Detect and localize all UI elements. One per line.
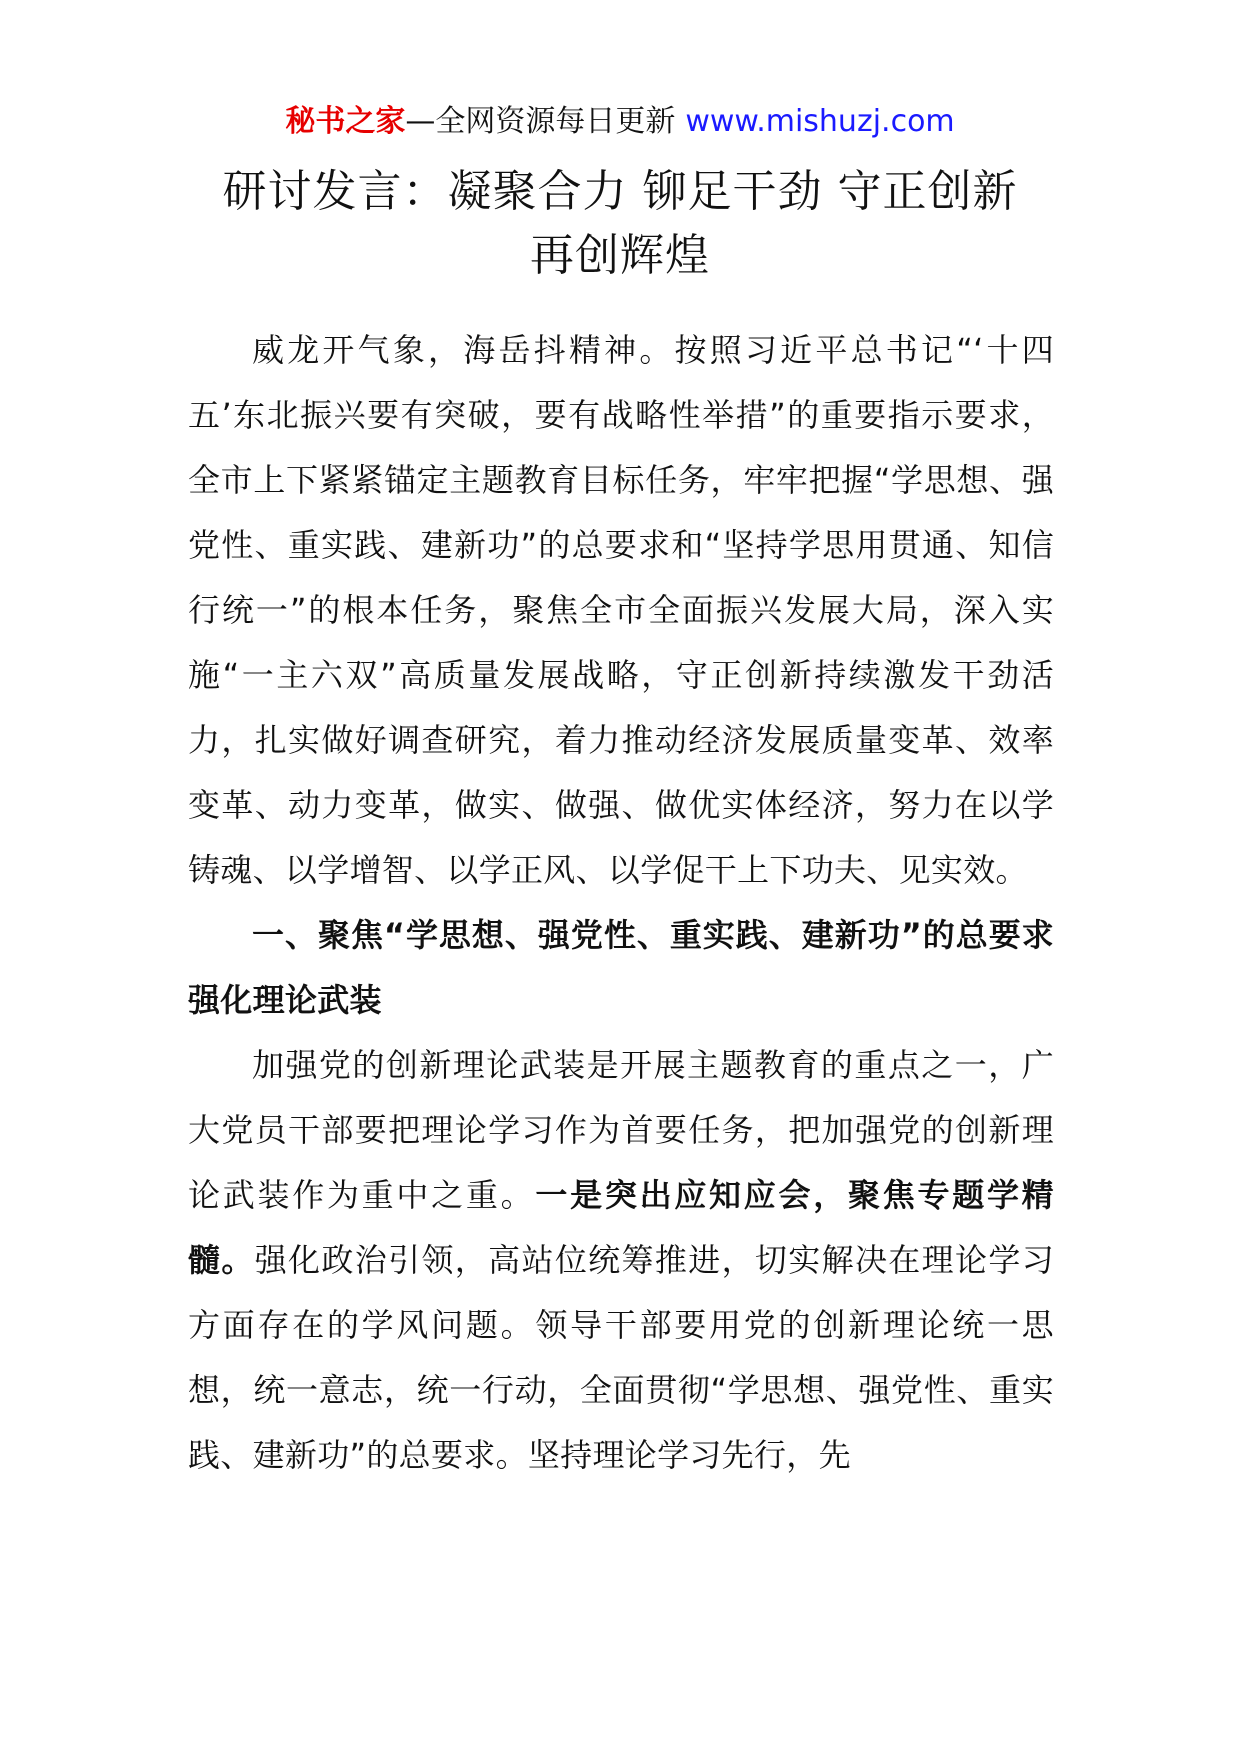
header-slogan: —全网资源每日更新 bbox=[405, 104, 676, 139]
paragraph-2-intro: 加强党的创新理论武装是开展主题教育的重点之一，广大党员干部要把理论学习作为首要任务，把加强党的创新理论武装作为重中之重。 bbox=[188, 1046, 1054, 1214]
section-heading-1: 一、聚焦“学思想、强党性、重实践、建新功”的总要求强化理论武装 bbox=[188, 916, 1054, 1019]
brand-name: 秘书之家 bbox=[285, 104, 406, 139]
document-title bbox=[150, 160, 1090, 288]
paragraph-intro: 威龙开气象，海岳抖精神。按照习近平总书记“‘十四五’东北振兴要有突破，要有战略性举措”的重要指示要求，全市上下紧紧锚定主题教育目标任务，牢牢把握“学思想、强党性、重实践、建新功”的总要求和“坚持学思用贯通、知信行统一”的根本任务，聚焦全市全面振兴发展大局，深入实施“一主六双”高质量发展战略，守正创新持续激发干劲活力，扎实做好调查研究，着力推动经济发展质量变革、效率变革、动力变革，做实、做强、做优实体经济，努力在以学铸魂、以学增智、以学正风、以学促干上下功夫、见实效。 bbox=[188, 331, 1054, 889]
site-link[interactable]: www.mishuzj.com bbox=[685, 104, 955, 139]
paragraph-section-1 bbox=[188, 1033, 1054, 1488]
title-line-1: 研讨发言：凝聚合力 铆足干劲 守正创新 bbox=[222, 166, 1018, 217]
site-header bbox=[0, 100, 1240, 144]
document-body bbox=[188, 318, 1054, 1488]
paragraph-2-rest: 强化政治引领，高站位统筹推进，切实解决在理论学习方面存在的学风问题。领导干部要用党的创新理论统一思想，统一意志，统一行动，全面贯彻“学思想、强党性、重实践、建新功”的总要求。坚持理论学习先行，先 bbox=[188, 1241, 1054, 1474]
title-line-2: 再创辉煌 bbox=[530, 230, 710, 281]
paragraph-2-bold-point: 一是突出应知应会，聚焦专题学精髓。 bbox=[188, 1176, 1054, 1279]
